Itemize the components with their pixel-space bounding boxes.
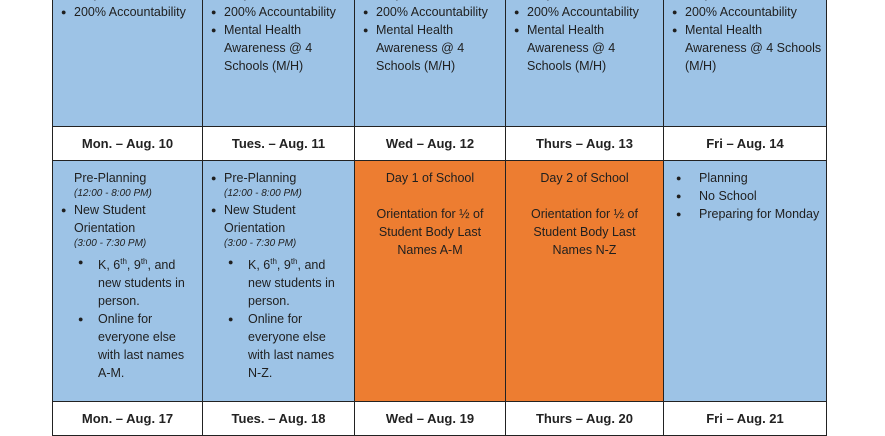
item-text — [224, 0, 289, 1]
item-text — [376, 0, 441, 1]
time-label: (12:00 - 8:00 PM) — [224, 188, 302, 199]
time-label: (12:00 - 8:00 PM) — [74, 188, 152, 199]
item-text: Mental Health Awareness @ 4 Schools (M/H) — [685, 23, 822, 73]
time-label: (3:00 - 7:30 PM) — [224, 238, 297, 249]
list-item — [55, 169, 198, 201]
date-label: Fri – Aug. 21 — [706, 411, 784, 426]
item-text: 200% Accountability — [74, 5, 186, 19]
orientation-label: New Student Orientation — [74, 203, 146, 235]
date-cell — [355, 402, 506, 436]
week2-thu-cell — [506, 161, 664, 402]
list-item — [205, 169, 350, 201]
item-text: Preparing for Monday — [699, 207, 820, 221]
date-label: Fri – Aug. 14 — [706, 136, 784, 151]
list-item — [508, 3, 659, 21]
date-cell — [355, 127, 506, 161]
list-item — [55, 3, 198, 21]
date-label: Tues. – Aug. 18 — [231, 411, 326, 426]
week1-fri-cell — [664, 0, 827, 127]
item-text: Mental Health Awareness @ 4 Schools (M/H) — [527, 23, 616, 73]
pre-planning-label: Pre-Planning — [224, 171, 297, 185]
date-label: Wed – Aug. 19 — [385, 411, 475, 426]
schedule-table — [52, 0, 827, 436]
item-text: 200% Accountability — [224, 5, 336, 19]
week2-wed-cell — [355, 161, 506, 402]
day-label: Day 1 of School — [385, 171, 475, 185]
week2-mon-cell — [53, 161, 203, 402]
item-text: Mental Health Awareness @ 4 Schools (M/H) — [224, 23, 313, 73]
pre-planning-label: Pre-Planning — [74, 171, 147, 185]
date-cell — [203, 127, 355, 161]
week1-row — [53, 0, 827, 127]
week2-fri-cell — [664, 161, 827, 402]
date-cell — [664, 127, 827, 161]
dates-row-2 — [53, 402, 827, 436]
date-label: Thurs – Aug. 13 — [535, 136, 634, 151]
sub-item-text: K, 6th, 9th, and new students in person. — [98, 257, 185, 309]
list-item — [205, 21, 350, 75]
date-cell — [203, 402, 355, 436]
week1-tue-cell — [203, 0, 355, 127]
date-cell — [506, 402, 664, 436]
item-text — [685, 0, 750, 1]
item-text: 200% Accountability — [376, 5, 488, 19]
item-text: Mental Health Awareness @ 4 Schools (M/H) — [376, 23, 465, 73]
list-item — [205, 310, 350, 382]
list-item — [205, 201, 350, 251]
list-item — [666, 205, 822, 223]
date-label: Tues. – Aug. 11 — [231, 136, 326, 151]
week1-wed-cell — [355, 0, 506, 127]
date-label: Mon. – Aug. 17 — [81, 411, 174, 426]
date-cell — [506, 127, 664, 161]
orientation-note: Orientation for ½ of Student Body Last Names N-Z — [530, 207, 638, 257]
week1-mon-cell — [53, 0, 203, 127]
dates-row-1 — [53, 127, 827, 161]
week1-thu-cell — [506, 0, 664, 127]
list-item — [55, 253, 198, 310]
list-item — [55, 310, 198, 382]
list-item — [666, 21, 822, 75]
sub-item-text: Online for everyone else with last names A-M. — [98, 312, 185, 381]
item-text: 200% Accountability — [527, 5, 639, 19]
date-cell — [53, 127, 203, 161]
time-label: (3:00 - 7:30 PM) — [74, 238, 147, 249]
list-item — [357, 21, 501, 75]
list-item — [55, 201, 198, 251]
day-label: Day 2 of School — [540, 171, 629, 185]
list-item — [205, 253, 350, 310]
list-item — [357, 3, 501, 21]
item-text — [527, 0, 592, 1]
sub-item-text: Online for everyone else with last names N-Z. — [248, 312, 335, 381]
orientation-note: Orientation for ½ of Student Body Last Names A-M — [376, 207, 484, 257]
orientation-label: New Student Orientation — [224, 203, 296, 235]
week2-row — [53, 161, 827, 402]
list-item — [508, 21, 659, 75]
list-item — [666, 169, 822, 187]
list-item — [666, 3, 822, 21]
date-cell — [664, 402, 827, 436]
item-text: 200% Accountability — [685, 5, 797, 19]
date-label: Thurs – Aug. 20 — [535, 411, 634, 426]
item-text: Planning — [699, 171, 748, 185]
week2-tue-cell — [203, 161, 355, 402]
item-text: No School — [699, 189, 757, 203]
list-item — [205, 3, 350, 21]
item-text — [74, 0, 139, 1]
date-label: Wed – Aug. 12 — [385, 136, 475, 151]
date-label: Mon. – Aug. 10 — [81, 136, 174, 151]
date-cell — [53, 402, 203, 436]
list-item — [666, 187, 822, 205]
sub-item-text: K, 6th, 9th, and new students in person. — [248, 257, 335, 309]
